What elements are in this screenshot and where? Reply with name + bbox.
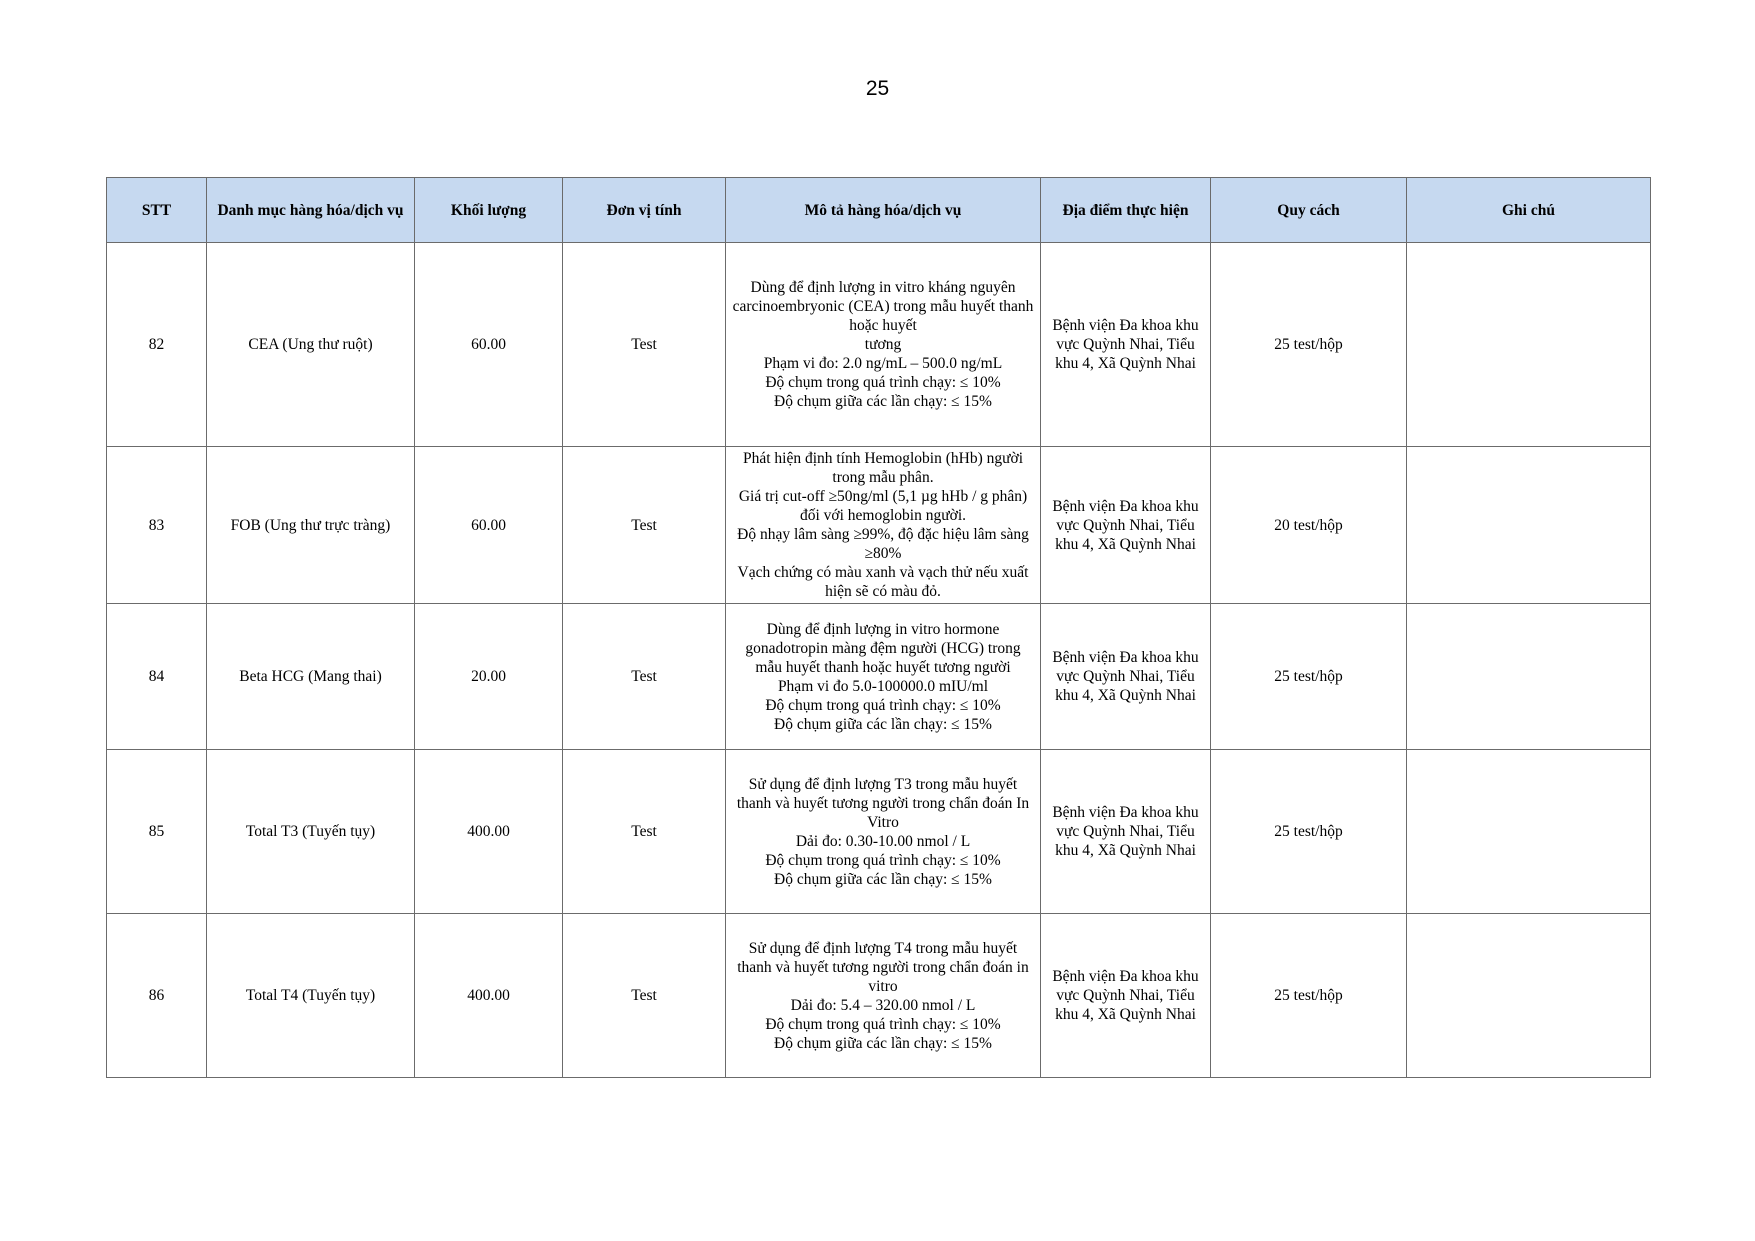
cell-stt: 86 <box>107 914 207 1078</box>
description-line: Sử dụng để định lượng T4 trong mẫu huyết thanh và huyết tương người trong chẩn đoán in vitro <box>737 939 1029 995</box>
cell-spec: 25 test/hộp <box>1211 604 1407 750</box>
cell-quantity: 20.00 <box>415 604 563 750</box>
description-line: Giá trị cut-off ≥50ng/ml (5,1 µg hHb / g phân) đối với hemoglobin người. <box>738 488 1028 524</box>
description-line: Vạch chứng có màu xanh và vạch thử nếu xuất hiện sẽ có màu đỏ. <box>737 564 1029 600</box>
description-line: Độ chụm giữa các lần chạy: ≤ 15% <box>774 870 992 888</box>
header-note: Ghi chú <box>1407 178 1651 243</box>
header-item: Danh mục hàng hóa/dịch vụ <box>207 178 415 243</box>
cell-quantity: 400.00 <box>415 750 563 914</box>
cell-unit: Test <box>563 914 726 1078</box>
cell-unit: Test <box>563 243 726 447</box>
cell-location: Bệnh viện Đa khoa khu vực Quỳnh Nhai, Tiểu khu 4, Xã Quỳnh Nhai <box>1041 914 1211 1078</box>
description-line: Độ chụm trong quá trình chạy: ≤ 10% <box>765 1015 1001 1033</box>
description-line: tương <box>864 336 902 353</box>
cell-item: Beta HCG (Mang thai) <box>207 604 415 750</box>
cell-unit: Test <box>563 750 726 914</box>
description-line: Độ chụm giữa các lần chạy: ≤ 15% <box>774 393 992 410</box>
cell-item: CEA (Ung thư ruột) <box>207 243 415 447</box>
description-line: Dùng để định lượng in vitro hormone gonadotropin màng đệm người (HCG) trong mẫu huyết thanh hoặc huyết tương người <box>745 620 1021 676</box>
description-line: Phạm vi đo: 2.0 ng/mL – 500.0 ng/mL <box>763 355 1003 372</box>
description-line: Dùng để định lượng in vitro kháng nguyên carcinoembryonic (CEA) trong mẫu huyết thanh hoặc huyết <box>732 279 1034 334</box>
cell-unit: Test <box>563 604 726 750</box>
cell-note <box>1407 914 1651 1078</box>
table-row <box>107 750 1651 914</box>
table-row <box>107 604 1651 750</box>
cell-quantity: 60.00 <box>415 447 563 604</box>
cell-item: Total T3 (Tuyến tụy) <box>207 750 415 914</box>
cell-quantity: 400.00 <box>415 914 563 1078</box>
cell-unit: Test <box>563 447 726 604</box>
description-line: Sử dụng để định lượng T3 trong mẫu huyết thanh và huyết tương người trong chẩn đoán In Vitro <box>736 775 1030 831</box>
description-line: Phạm vi đo 5.0-100000.0 mIU/ml <box>777 677 989 695</box>
cell-spec: 25 test/hộp <box>1211 243 1407 447</box>
cell-note <box>1407 604 1651 750</box>
header-spec: Quy cách <box>1211 178 1407 243</box>
header-quantity: Khối lượng <box>415 178 563 243</box>
description-line: Dải đo: 5.4 – 320.00 nmol / L <box>790 996 976 1014</box>
description-line: Độ chụm trong quá trình chạy: ≤ 10% <box>765 374 1001 391</box>
cell-stt: 84 <box>107 604 207 750</box>
description-line: Độ chụm trong quá trình chạy: ≤ 10% <box>765 851 1001 869</box>
header-unit: Đơn vị tính <box>563 178 726 243</box>
cell-location: Bệnh viện Đa khoa khu vực Quỳnh Nhai, Tiểu khu 4, Xã Quỳnh Nhai <box>1041 750 1211 914</box>
cell-stt: 82 <box>107 243 207 447</box>
cell-location: Bệnh viện Đa khoa khu vực Quỳnh Nhai, Tiểu khu 4, Xã Quỳnh Nhai <box>1041 604 1211 750</box>
cell-quantity: 60.00 <box>415 243 563 447</box>
description-line: Độ chụm giữa các lần chạy: ≤ 15% <box>774 1034 992 1052</box>
description-line: Phát hiện định tính Hemoglobin (hHb) người trong mẫu phân. <box>742 450 1024 486</box>
cell-note <box>1407 243 1651 447</box>
header-stt: STT <box>107 178 207 243</box>
header-location: Địa điểm thực hiện <box>1041 178 1211 243</box>
description-line: Độ chụm giữa các lần chạy: ≤ 15% <box>774 715 992 733</box>
table-row <box>107 914 1651 1078</box>
cell-description <box>726 750 1041 914</box>
table-row <box>107 243 1651 447</box>
cell-note <box>1407 447 1651 604</box>
description-line: Dải đo: 0.30-10.00 nmol / L <box>795 832 971 850</box>
cell-description <box>726 914 1041 1078</box>
cell-spec: 25 test/hộp <box>1211 914 1407 1078</box>
goods-services-table <box>106 177 1651 1078</box>
cell-location: Bệnh viện Đa khoa khu vực Quỳnh Nhai, Tiểu khu 4, Xã Quỳnh Nhai <box>1041 243 1211 447</box>
cell-description <box>726 243 1041 447</box>
table-header-row <box>107 178 1651 243</box>
cell-location: Bệnh viện Đa khoa khu vực Quỳnh Nhai, Tiểu khu 4, Xã Quỳnh Nhai <box>1041 447 1211 604</box>
cell-spec: 25 test/hộp <box>1211 750 1407 914</box>
cell-stt: 83 <box>107 447 207 604</box>
cell-item: FOB (Ung thư trực tràng) <box>207 447 415 604</box>
page-number: 25 <box>865 77 890 100</box>
description-line: Độ nhạy lâm sàng ≥99%, độ đặc hiệu lâm sàng ≥80% <box>737 526 1029 562</box>
table-row <box>107 447 1651 604</box>
cell-item: Total T4 (Tuyến tụy) <box>207 914 415 1078</box>
cell-note <box>1407 750 1651 914</box>
cell-description <box>726 604 1041 750</box>
description-line: Độ chụm trong quá trình chạy: ≤ 10% <box>765 696 1001 714</box>
cell-spec: 20 test/hộp <box>1211 447 1407 604</box>
header-description: Mô tả hàng hóa/dịch vụ <box>726 178 1041 243</box>
cell-stt: 85 <box>107 750 207 914</box>
cell-description <box>726 447 1041 604</box>
